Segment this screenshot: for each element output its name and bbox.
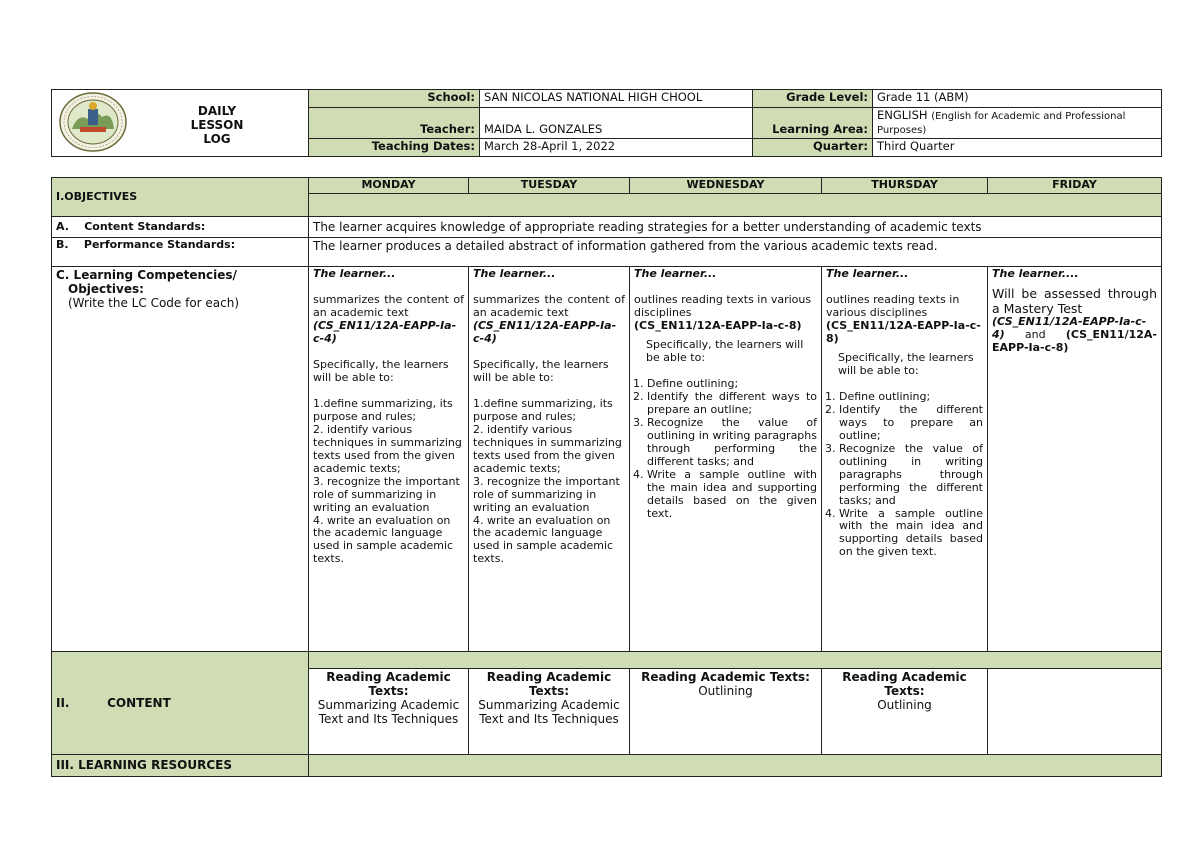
dates-label: Teaching Dates: [309,138,480,156]
lc-specifically: Specifically, the learners will be able to: [313,357,449,384]
content-title: Reading Academic Texts: [842,670,967,699]
lesson-table [51,177,1162,777]
lc-code: (CS_EN11/12A-EAPP-Ia-c-8) [634,318,802,332]
lc-item: 2. identify various techniques in summarizing texts used from the given academic texts; [313,422,462,475]
lc-item: 3. recognize the important role of summarizing in writing an evaluation [313,474,460,514]
learner-heading: The learner... [313,267,396,280]
performance-standards-label: B. Performance Standards: [52,238,309,267]
teacher-label: Teacher: [309,108,480,139]
learner-heading: The learner... [473,267,556,280]
lc-specifically: Specifically, the learners will be able to: [838,350,974,377]
lc-item: 3. Recognize the value of outlining in writing paragraphs through performing the different tasks; and [647,417,817,469]
day-header-thursday: THURSDAY [822,178,988,194]
lc-item: 3. recognize the important role of summarizing in writing an evaluation [473,474,620,514]
quarter-value: Third Quarter [873,138,1162,156]
content-subtitle: Summarizing Academic Text and Its Techniques [317,698,460,727]
content-title: Reading Academic Texts: [326,670,451,699]
content-subtitle: Summarizing Academic Text and Its Techniques [478,698,620,727]
lc-label-line2: Objectives: [68,282,144,297]
lc-intro: outlines reading texts in various disciplines [634,292,812,319]
performance-standards-text: The learner produces a detailed abstract of information gathered from the various academic texts read. [309,238,1162,267]
lc-and: and [1024,328,1046,342]
lc-item: 2. Identify the different ways to prepare an outline; [839,404,983,443]
area-value-sub: (English for Academic and Professional Purposes) [877,111,1126,136]
lc-intro: Will be assessed through a Mastery Test [992,285,1157,316]
lc-list [826,391,983,560]
dates-value: March 28-April 1, 2022 [480,138,753,156]
learner-heading: The learner.... [992,267,1079,280]
learner-heading: The learner... [634,267,717,280]
objectives-section-label: I.OBJECTIVES [52,178,309,217]
day-header-monday: MONDAY [309,178,469,194]
content-title: Reading Academic Texts: [486,670,612,699]
day-header-tuesday: TUESDAY [469,178,630,194]
resources-band [309,755,1162,777]
learning-resources-label: III. LEARNING RESOURCES [52,755,309,777]
lc-item: 2. identify various techniques in summarizing texts used from the given academic texts; [473,422,622,475]
content-band [309,652,1162,669]
lc-item: 1. Define outlining; [647,378,817,391]
lc-item: 2. Identify the different ways to prepare an outline; [647,391,817,417]
content-thursday [822,669,988,755]
objectives-band [309,194,1162,217]
area-label: Learning Area: [753,108,873,139]
lc-code: (CS_EN11/12A-EAPP-Ia-c-8) [826,318,981,345]
lc-intro: summarizes the content of an academic text [473,292,625,319]
day-header-friday: FRIDAY [988,178,1162,194]
lc-thursday [822,267,988,652]
lc-item: 4. Write a sample outline with the main idea and supporting details based on the given text. [647,469,817,521]
lc-list [634,378,817,521]
grade-label: Grade Level: [753,90,873,108]
lc-specifically: Specifically, the learners will be able to: [473,357,609,384]
content-tuesday [469,669,630,755]
lc-tuesday [469,267,630,652]
content-subtitle: Outlining [698,684,753,699]
lc-monday [309,267,469,652]
content-standards-text: The learner acquires knowledge of appropriate reading strategies for a better understanding of academic texts [309,217,1162,238]
day-header-wednesday: WEDNESDAY [630,178,822,194]
lc-specifically: Specifically, the learners will be able to: [646,337,804,364]
area-value [873,108,1162,139]
lc-code: (CS_EN11/12A-EAPP-Ia-c-4) [313,318,457,345]
lc-item: 3. Recognize the value of outlining in writing paragraphs through performing the different tasks; and [839,443,983,508]
area-value-main: ENGLISH [877,108,928,122]
lc-intro: summarizes the content of an academic text [313,292,464,319]
log-title [52,90,309,157]
lc-item: 1. Define outlining; [839,391,983,404]
content-standards-label: A. Content Standards: [52,217,309,238]
learning-competencies-label [52,267,309,652]
teacher-value: MAIDA L. GONZALES [480,108,753,139]
lc-code: (CS_EN11/12A-EAPP-Ia-c-4) [992,315,1147,342]
school-value: SAN NICOLAS NATIONAL HIGH CHOOL [480,90,753,108]
content-label: II. CONTENT [52,652,309,755]
grade-value: Grade 11 (ABM) [873,90,1162,108]
lc-item: 4. Write a sample outline with the main idea and supporting details based on the given text. [839,508,983,560]
lc-code: (CS_EN11/12A-EAPP-Ia-c-4) [473,318,617,345]
content-monday [309,669,469,755]
lc-item: 1.define summarizing, its purpose and rules; [473,396,613,423]
lc-item: 4. write an evaluation on the academic language used in sample academic texts. [313,513,454,566]
lc-code: (CS_EN11/12A-EAPP-Ia-c-8) [992,328,1157,355]
learner-heading: The learner... [826,267,909,280]
lc-wednesday [630,267,822,652]
lc-label-line1: C. Learning Competencies/ [56,268,237,282]
quarter-label: Quarter: [753,138,873,156]
lc-item: 4. write an evaluation on the academic language used in sample academic texts. [473,513,614,566]
school-label: School: [309,90,480,108]
log-title-line1: DAILY LESSON [190,104,244,133]
lc-friday [988,267,1162,652]
header-table [51,89,1162,157]
content-title: Reading Academic Texts: [641,670,810,684]
lc-item: 1.define summarizing, its purpose and rules; [313,396,453,423]
content-subtitle: Outlining [877,698,932,713]
log-title-line2: LOG [203,132,231,147]
content-wednesday [630,669,822,755]
lc-label-line3: (Write the LC Code for each) [68,296,240,311]
lc-intro: outlines reading texts in various disciplines [826,292,960,319]
content-friday [988,669,1162,755]
